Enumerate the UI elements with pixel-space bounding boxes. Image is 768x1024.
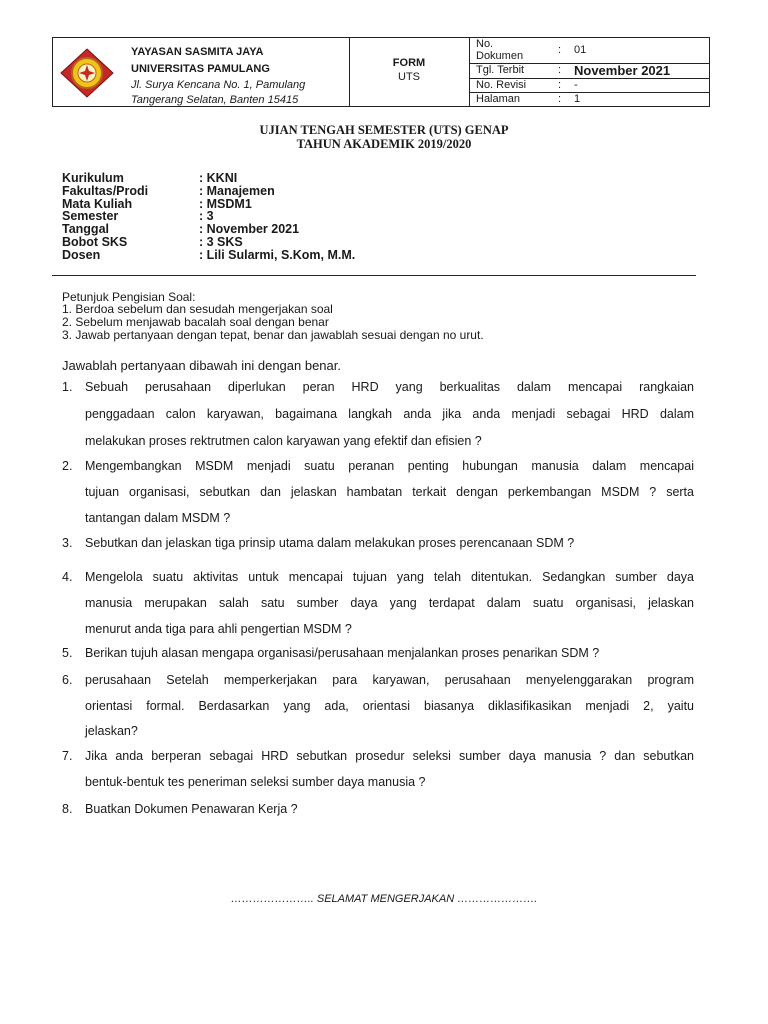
- question-number: 8.: [62, 802, 73, 816]
- question-line: menurut anda tiga para ahli pengertian MSDM ?: [85, 622, 352, 636]
- question-line: tantangan dalam MSDM ?: [85, 511, 231, 525]
- instructions-heading: Petunjuk Pengisian Soal:: [62, 290, 196, 304]
- document-header: [52, 37, 710, 107]
- question-line: manusia merupakan salah satu sumber daya yang terdapat dalam suatu organisasi, jelaskan: [85, 596, 694, 610]
- university-logo: [60, 48, 114, 98]
- instruction-item: 2. Sebelum menjawab bacalah soal dengan benar: [62, 315, 329, 329]
- meta-colon: :: [558, 64, 562, 76]
- meta-colon: :: [558, 93, 562, 105]
- meta-value: November 2021: [574, 63, 671, 78]
- info-label: Dosen: [62, 248, 101, 262]
- question-number: 3.: [62, 536, 73, 550]
- question-number: 4.: [62, 570, 73, 584]
- question-number: 2.: [62, 459, 73, 473]
- form-label: FORM: [392, 57, 426, 69]
- question-number: 5.: [62, 646, 73, 660]
- question-line: melakukan proses rektrutmen calon karyawan yang efektif dan efisien ?: [85, 434, 482, 448]
- question-line: Jika anda berperan sebagai HRD sebutkan prosedur seleksi sumber daya manusia ? dan sebutkan: [85, 749, 694, 763]
- info-label: Mata Kuliah: [62, 197, 133, 211]
- meta-key: Halaman: [476, 93, 521, 105]
- address-line-2: Tangerang Selatan, Banten 15415: [131, 94, 299, 106]
- closing-message: ………………….. SELAMAT MENGERJAKAN ………………….: [230, 893, 538, 905]
- info-label: Semester: [62, 209, 119, 223]
- info-value: : MSDM1: [199, 197, 252, 211]
- form-block: [349, 38, 470, 106]
- instruction-item: 3. Jawab pertanyaan dengan tepat, benar dan jawablah sesuai dengan no urut.: [62, 328, 484, 342]
- info-value: : Lili Sularmi, S.Kom, M.M.: [199, 248, 356, 262]
- info-value: : 3: [199, 209, 214, 223]
- meta-value: -: [574, 79, 578, 91]
- meta-row-revision: [470, 79, 710, 93]
- question-line: perusahaan Setelah memperkerjakan para karyawan, perusahaan menyelenggarakan program: [85, 673, 694, 687]
- info-value: : Manajemen: [199, 184, 275, 198]
- question-line: Berikan tujuh alasan mengapa organisasi/perusahaan menjalankan proses penarikan SDM ?: [85, 646, 600, 660]
- foundation-name: YAYASAN SASMITA JAYA: [131, 46, 264, 58]
- question-line: bentuk-bentuk tes peneriman seleksi sumber daya manusia ?: [85, 775, 426, 789]
- address-line-1: Jl. Surya Kencana No. 1, Pamulang: [131, 79, 306, 91]
- answer-prompt: Jawablah pertanyaan dibawah ini dengan benar.: [62, 358, 341, 373]
- info-label: Bobot SKS: [62, 235, 128, 249]
- question-line: penggadaan calon karyawan, bagaimana langkah anda jika anda menjadi sebagai HRD dalam: [85, 407, 694, 421]
- question-number: 7.: [62, 749, 73, 763]
- question-line: Sebuah perusahaan diperlukan peran HRD yang berkualitas dalam mencapai rangkaian: [85, 380, 694, 394]
- meta-row-doc-number: [470, 38, 710, 64]
- info-value: : November 2021: [199, 222, 300, 236]
- meta-value: 01: [574, 44, 587, 56]
- university-name: UNIVERSITAS PAMULANG: [131, 63, 270, 75]
- question-line: Sebutkan dan jelaskan tiga prinsip utama dalam melakukan proses perencanaan SDM ?: [85, 536, 575, 550]
- question-number: 1.: [62, 380, 73, 394]
- info-label: Kurikulum: [62, 171, 124, 185]
- meta-key: No. Revisi: [476, 79, 527, 91]
- meta-key: No.: [476, 38, 494, 50]
- document-meta: [470, 38, 710, 106]
- question-line: Mengelola suatu aktivitas untuk mencapai tujuan yang telah ditentukan. Sedangkan sumber daya: [85, 570, 694, 584]
- info-value: : 3 SKS: [199, 235, 243, 249]
- divider: [52, 275, 696, 276]
- question-number: 6.: [62, 673, 73, 687]
- question-line: Buatkan Dokumen Penawaran Kerja ?: [85, 802, 298, 816]
- info-value: : KKNI: [199, 171, 238, 185]
- institution-block: [53, 38, 350, 106]
- instruction-item: 1. Berdoa sebelum dan sesudah mengerjakan soal: [62, 302, 333, 316]
- meta-colon: :: [558, 44, 562, 56]
- meta-colon: :: [558, 79, 562, 91]
- info-label: Tanggal: [62, 222, 109, 236]
- academic-year: TAHUN AKADEMIK 2019/2020: [296, 137, 472, 151]
- question-line: Mengembangkan MSDM menjadi suatu peranan penting hubungan manusia dalam mencapai: [85, 459, 694, 473]
- meta-key: Tgl. Terbit: [476, 64, 525, 76]
- question-line: tujuan organisasi, sebutkan dan jelaskan hambatan terkait dengan perkembangan MSDM ? serta: [85, 485, 694, 499]
- meta-key: Dokumen: [476, 50, 524, 62]
- exam-title: UJIAN TENGAH SEMESTER (UTS) GENAP: [259, 123, 509, 137]
- question-line: orientasi formal. Berdasarkan yang ada, orientasi biasanya diklasifikasikan menjadi 2, yaitu: [85, 699, 694, 713]
- meta-row-page: [470, 93, 710, 106]
- question-line: jelaskan?: [85, 724, 138, 738]
- meta-value: 1: [574, 93, 581, 105]
- meta-row-issue-date: [470, 63, 710, 79]
- form-type: UTS: [398, 71, 420, 83]
- info-label: Fakultas/Prodi: [62, 184, 149, 198]
